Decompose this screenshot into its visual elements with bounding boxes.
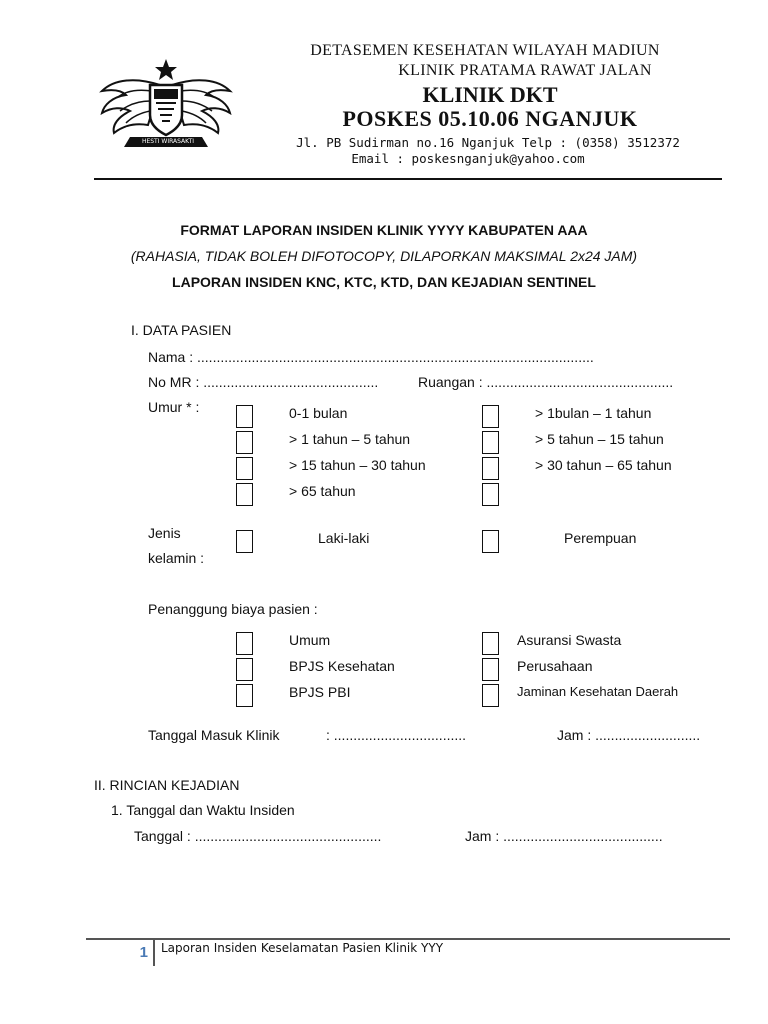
gender-option-female: Perempuan (564, 530, 637, 546)
gender-checkbox-female[interactable] (482, 530, 499, 553)
letterhead-address: Jl. PB Sudirman no.16 Nganjuk Telp : (0358) 3512372 (296, 135, 680, 150)
footer-text: Laporan Insiden Keselamatan Pasien Klinik YYY (161, 941, 444, 955)
age-checkbox-1bulan-1tahun[interactable] (482, 405, 499, 428)
incident-item-1: 1. Tanggal dan Waktu Insiden (111, 802, 295, 818)
letterhead-post-name: POSKES 05.10.06 NGANJUK (342, 106, 638, 131)
payer-label: Penanggung biaya pasien : (148, 601, 318, 617)
payer-option-label: BPJS PBI (289, 684, 351, 700)
gender-label-cont: kelamin : (148, 550, 205, 566)
footer-separator (153, 940, 155, 966)
payer-checkbox-jamkesda[interactable] (482, 684, 499, 707)
incident-date-field[interactable]: Tanggal : ................................................ (134, 828, 382, 844)
age-checkbox-65-tahun[interactable] (236, 483, 253, 506)
payer-option-label: Umum (289, 632, 331, 648)
form-title: FORMAT LAPORAN INSIDEN KLINIK YYYY KABUPATEN AAA (180, 222, 588, 238)
age-checkbox-5-15-tahun[interactable] (482, 431, 499, 454)
payer-option-label: Jaminan Kesehatan Daerah (517, 684, 679, 699)
age-option-label: > 1 tahun – 5 tahun (289, 431, 411, 447)
incident-time-field[interactable]: Jam : ......................................... (465, 828, 663, 844)
letterhead-email: Email : poskesnganjuk@yahoo.com (351, 151, 585, 166)
logo-motto: HESTI WIRASAKTI (141, 138, 195, 145)
gender-label: Jenis (148, 525, 181, 541)
age-option-label: 0-1 bulan (289, 405, 348, 421)
gender-checkbox-male[interactable] (236, 530, 253, 553)
letterhead-divider (94, 178, 722, 180)
field-nama[interactable]: Nama : ...................................................................................................... (148, 349, 594, 365)
payer-checkbox-umum[interactable] (236, 632, 253, 655)
gender-option-male: Laki-laki (318, 530, 370, 546)
age-checkbox-30-65-tahun[interactable] (482, 457, 499, 480)
age-checkbox-empty[interactable] (482, 483, 499, 506)
age-checkbox-15-30-tahun[interactable] (236, 457, 253, 480)
age-option-label: > 5 tahun – 15 tahun (535, 431, 664, 447)
age-option-label: > 15 tahun – 30 tahun (289, 457, 426, 473)
payer-option-label: Asuransi Swasta (517, 632, 622, 648)
section-incident-heading: II. RINCIAN KEJADIAN (94, 777, 240, 793)
payer-checkbox-asuransi-swasta[interactable] (482, 632, 499, 655)
age-option-label: > 1bulan – 1 tahun (535, 405, 652, 421)
age-checkbox-0-1-bulan[interactable] (236, 405, 253, 428)
footer-rule (86, 938, 730, 940)
payer-checkbox-perusahaan[interactable] (482, 658, 499, 681)
age-option-label: > 30 tahun – 65 tahun (535, 457, 672, 473)
payer-checkbox-bpjs-kesehatan[interactable] (236, 658, 253, 681)
logo-emblem (96, 55, 236, 155)
form-subtitle: LAPORAN INSIDEN KNC, KTC, KTD, DAN KEJADIAN SENTINEL (172, 274, 596, 290)
payer-option-label: BPJS Kesehatan (289, 658, 395, 674)
footer-page-number: 1 (139, 944, 148, 961)
letterhead-clinic-name: KLINIK DKT (422, 82, 558, 107)
payer-checkbox-bpjs-pbi[interactable] (236, 684, 253, 707)
age-checkbox-1-5-tahun[interactable] (236, 431, 253, 454)
section-patient-heading: I. DATA PASIEN (131, 322, 232, 338)
admit-date-label: Tanggal Masuk Klinik (148, 727, 280, 743)
field-ruangan[interactable]: Ruangan : ................................................ (418, 374, 674, 390)
age-label: Umur * : (148, 399, 200, 415)
admit-date-field[interactable]: : .................................. (326, 727, 467, 743)
letterhead-org: DETASEMEN KESEHATAN WILAYAH MADIUN (310, 42, 660, 59)
letterhead-clinic-type: KLINIK PRATAMA RAWAT JALAN (398, 62, 652, 79)
field-no-mr[interactable]: No MR : ............................................. (148, 374, 379, 390)
admit-time-field[interactable]: Jam : ........................... (557, 727, 701, 743)
form-confidential-note: (RAHASIA, TIDAK BOLEH DIFOTOCOPY, DILAPORKAN MAKSIMAL 2x24 JAM) (130, 248, 638, 264)
payer-option-label: Perusahaan (517, 658, 593, 674)
age-option-label: > 65 tahun (289, 483, 356, 499)
